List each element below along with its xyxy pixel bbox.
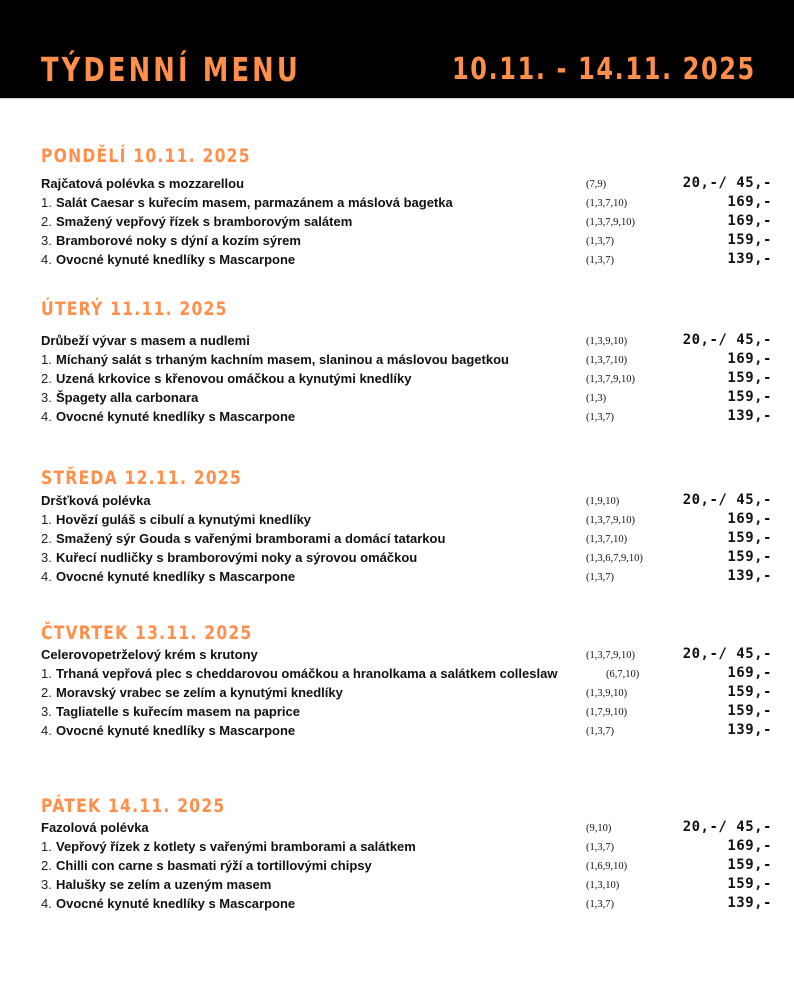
allergens: (1,3,7) [586,899,614,910]
item-name: Salát Caesar s kuřecím masem, parmazánem a máslová bagetka [56,195,453,210]
item-name: Trhaná vepřová plec s cheddarovou omáčkou a hranolkama a salátkem colleslaw [56,666,558,681]
menu-item [41,350,781,369]
day-section-thursday [41,621,781,740]
price: 20,-/ 45,- [682,492,772,508]
item-number: 3. [41,877,52,892]
allergens: (1,3,7,9,10) [586,217,635,228]
menu-item [41,875,781,894]
soup-name: Drůbeží vývar s masem a nudlemi [41,333,250,348]
menu-item [41,369,781,388]
allergens: (1,6,9,10) [586,861,628,872]
item-number: 3. [41,704,52,719]
price: 159,- [727,370,772,386]
price: 159,- [727,876,772,892]
price: 169,- [727,351,772,367]
item-number: 2. [41,685,52,700]
item-number: 1. [41,839,52,854]
price: 139,- [727,895,772,911]
day-title: ČTVRTEK 13.11. 2025 [41,622,253,644]
price: 20,-/ 45,- [682,175,772,191]
price: 169,- [727,213,772,229]
item-name: Ovocné kynuté knedlíky s Mascarpone [56,569,296,584]
item-name: Uzená krkovice s křenovou omáčkou a kynutými knedlíky [56,371,412,386]
price: 159,- [727,232,772,248]
price: 139,- [727,568,772,584]
item-number: 4. [41,252,52,267]
menu-header [0,0,794,99]
menu-item [41,193,781,212]
item-name: Bramborové noky s dýní a kozím sýrem [56,233,301,248]
allergens: (1,3) [586,393,607,404]
soup-row [41,645,781,664]
item-name: Ovocné kynuté knedlíky s Mascarpone [56,409,296,424]
item-number: 1. [41,512,52,527]
page-title: TÝDENNÍ MENU [41,50,301,89]
allergens: (1,3,7,10) [586,198,628,209]
day-section-friday [41,794,781,913]
allergens: (1,3,7,9,10) [586,650,635,661]
menu-item [41,548,781,567]
allergens: (1,3,7) [586,236,614,247]
soup-name: Celerovopetrželový krém s krutony [41,647,258,662]
allergens: (1,3,7) [586,412,614,423]
allergens: (1,3,7) [586,572,614,583]
menu-item [41,683,781,702]
price: 159,- [727,857,772,873]
day-section-wednesday [41,466,781,586]
price: 159,- [727,389,772,405]
item-name: Ovocné kynuté knedlíky s Mascarpone [56,723,296,738]
menu-item [41,664,781,683]
allergens: (1,3,7,9,10) [586,515,635,526]
allergens: (1,3,7,10) [586,355,628,366]
item-number: 1. [41,195,52,210]
allergens: (1,3,6,7,9,10) [586,553,643,564]
item-number: 2. [41,531,52,546]
price: 169,- [727,665,772,681]
item-number: 4. [41,723,52,738]
menu-item [41,407,781,426]
item-name: Halušky se zelím a uzeným masem [56,877,272,892]
item-name: Smažený vepřový řízek s bramborovým salátem [56,214,353,229]
allergens: (1,3,10) [586,880,620,891]
item-name: Ovocné kynuté knedlíky s Mascarpone [56,896,296,911]
item-name: Ovocné kynuté knedlíky s Mascarpone [56,252,296,267]
item-name: Chilli con carne s basmati rýží a tortillovými chipsy [56,858,372,873]
day-title: PONDĚLÍ 10.11. 2025 [41,145,251,167]
menu-item [41,702,781,721]
item-name: Hovězí guláš s cibulí a kynutými knedlíky [56,512,312,527]
item-number: 3. [41,233,52,248]
allergens: (7,9) [586,179,607,190]
item-name: Moravský vrabec se zelím a kynutými knedlíky [56,685,343,700]
item-number: 3. [41,550,52,565]
item-number: 1. [41,352,52,367]
soup-name: Fazolová polévka [41,820,149,835]
menu-item [41,388,781,407]
menu-item [41,567,781,586]
item-number: 4. [41,896,52,911]
menu-item [41,856,781,875]
soup-name: Dršťková polévka [41,493,151,508]
day-section-tuesday [41,297,781,426]
menu-item [41,250,781,269]
menu-item [41,231,781,250]
day-title: PÁTEK 14.11. 2025 [41,795,226,817]
price: 159,- [727,530,772,546]
price: 20,-/ 45,- [682,332,772,348]
allergens: (1,7,9,10) [586,707,628,718]
allergens: (9,10) [586,823,612,834]
allergens: (6,7,10) [606,669,640,680]
soup-row [41,491,781,510]
price: 169,- [727,511,772,527]
item-number: 2. [41,371,52,386]
price: 139,- [727,722,772,738]
item-name: Kuřecí nudličky s bramborovými noky a sýrovou omáčkou [56,550,418,565]
item-number: 1. [41,666,52,681]
day-title: STŘEDA 12.11. 2025 [41,467,243,489]
item-name: Míchaný salát s trhaným kachním masem, slaninou a máslovou bagetkou [56,352,509,367]
item-number: 2. [41,214,52,229]
price: 139,- [727,408,772,424]
soup-row [41,818,781,837]
item-number: 3. [41,390,52,405]
item-name: Špagety alla carbonara [56,390,199,405]
day-title: ÚTERÝ 11.11. 2025 [41,298,228,320]
allergens: (1,3,7) [586,726,614,737]
price: 20,-/ 45,- [682,819,772,835]
menu-item [41,894,781,913]
item-number: 2. [41,858,52,873]
day-section-monday [41,144,781,269]
menu-item [41,510,781,529]
soup-row [41,331,781,350]
item-name: Tagliatelle s kuřecím masem na paprice [56,704,300,719]
price: 159,- [727,549,772,565]
price: 20,-/ 45,- [682,646,772,662]
price: 169,- [727,838,772,854]
menu-item [41,212,781,231]
allergens: (1,3,7) [586,842,614,853]
price: 159,- [727,684,772,700]
price: 169,- [727,194,772,210]
item-number: 4. [41,569,52,584]
item-number: 4. [41,409,52,424]
price: 139,- [727,251,772,267]
allergens: (1,3,7,9,10) [586,374,635,385]
item-name: Smažený sýr Gouda s vařenými bramborami a domácí tatarkou [56,531,446,546]
menu-item [41,529,781,548]
menu-item [41,837,781,856]
allergens: (1,9,10) [586,496,620,507]
allergens: (1,3,9,10) [586,336,628,347]
allergens: (1,3,7,10) [586,534,628,545]
allergens: (1,3,7) [586,255,614,266]
soup-row [41,174,781,193]
soup-name: Rajčatová polévka s mozzarellou [41,176,245,191]
week-date-range: 10.11. - 14.11. 2025 [452,52,756,87]
price: 159,- [727,703,772,719]
item-name: Vepřový řízek z kotlety s vařenými bramborami a salátkem [56,839,416,854]
menu-item [41,721,781,740]
allergens: (1,3,9,10) [586,688,628,699]
